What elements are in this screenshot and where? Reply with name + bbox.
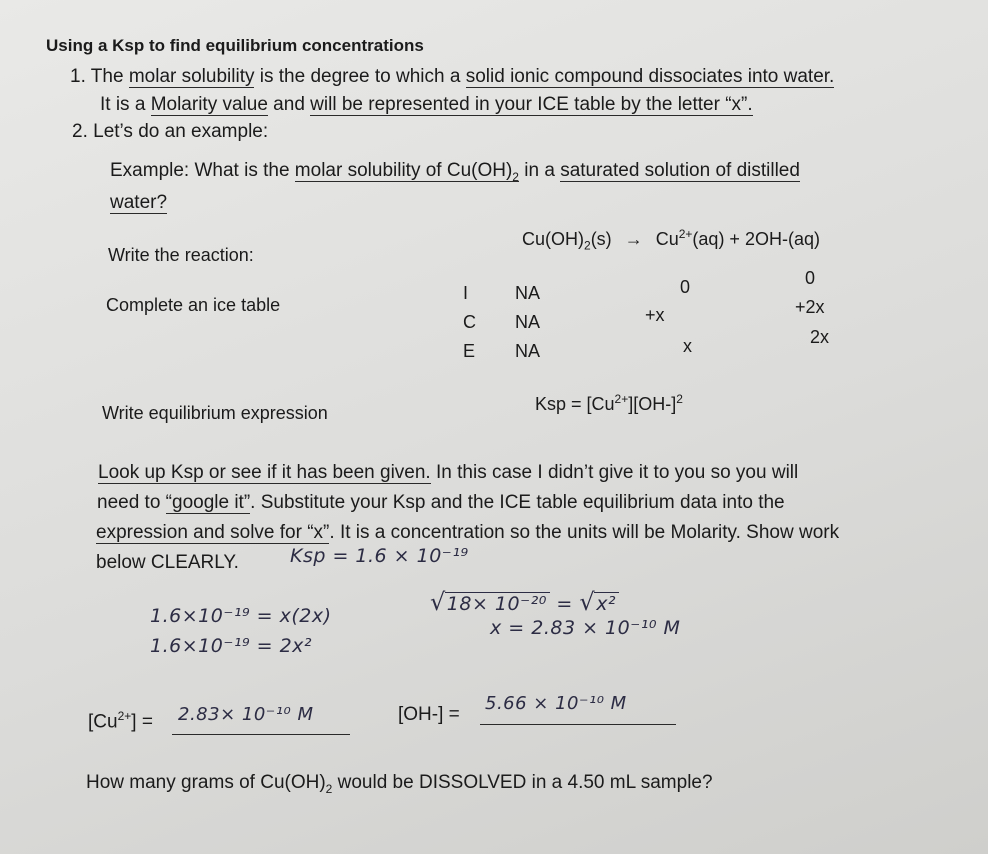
ice-row-e-letter: E bbox=[463, 341, 476, 361]
ice-row-c-oh: +2x bbox=[795, 297, 825, 317]
ice-row-e-oh: 2x bbox=[810, 327, 830, 347]
page-title: Using a Ksp to find equilibrium concentrations bbox=[46, 36, 424, 55]
instructions-line-2: need to “google it”. Substitute your Ksp and the ICE table equilibrium data into the bbox=[97, 492, 785, 513]
reaction-equation: $Cu(OH)_2(s) \to Cu^{2+}(aq) + 2OH-(aq)$ bbox=[522, 227, 820, 253]
phrase-saturated-solution: saturated solution of distilled bbox=[560, 160, 800, 181]
handwritten-square-root: √18× 10⁻²⁰ = √x² bbox=[430, 588, 619, 616]
ice-row-e-cu: x bbox=[683, 336, 692, 356]
ice-row-c-cu: +x bbox=[645, 305, 665, 325]
cu-concentration-answer: 2.83× 10⁻¹⁰ M bbox=[178, 704, 314, 725]
ice-table-label: Complete an ice table bbox=[106, 295, 281, 315]
handwritten-equation-1: 1.6×10⁻¹⁹ = x(2x) bbox=[150, 605, 332, 627]
oh-concentration-label: [OH-] = bbox=[398, 704, 460, 725]
item-2: 2. Let’s do an example: bbox=[72, 121, 269, 142]
phrase-letter-x: will be represented in your ICE table by the letter “x”. bbox=[310, 94, 753, 115]
final-question: How many grams of $Cu(OH)_2$ would be DISSOLVED in a 4.50 mL sample? bbox=[86, 772, 713, 796]
handwritten-equation-2: 1.6×10⁻¹⁹ = 2x² bbox=[150, 635, 313, 657]
handwritten-x-result: x = 2.83 × 10⁻¹⁰ M bbox=[490, 617, 681, 639]
item-1-line-1: 1. The molar solubility is the degree to which a solid ionic compound dissociates into water. bbox=[70, 66, 835, 87]
item-1-line-2: It is a Molarity value and will be represented in your ICE table by the letter “x”. bbox=[100, 94, 753, 115]
ice-row-i-solid: NA bbox=[515, 283, 541, 303]
ksp-expression: Ksp = $[Cu^{2+}][OH-]^2$ bbox=[535, 392, 683, 414]
ice-row-i-letter: I bbox=[463, 283, 469, 303]
term-molarity-value: Molarity value bbox=[150, 94, 268, 115]
equilibrium-label: Write equilibrium expression bbox=[102, 403, 328, 423]
oh-concentration-answer: 5.66 × 10⁻¹⁰ M bbox=[485, 693, 627, 714]
ice-row-c-solid: NA bbox=[515, 312, 541, 332]
radical-sign-icon: √ bbox=[579, 588, 596, 616]
cu-concentration-label: $[Cu^{2+}]$ = bbox=[88, 709, 153, 733]
instructions-line-4: below CLEARLY. bbox=[96, 552, 239, 573]
reaction-arrow: → bbox=[624, 229, 643, 249]
radical-sign-icon: √ bbox=[430, 588, 446, 616]
instructions-line-1: Look up Ksp or see if it has been given. In this case I didn’t give it to you so you will bbox=[98, 462, 799, 483]
phrase-dissociates: solid ionic compound dissociates into water. bbox=[465, 66, 835, 87]
term-molar-solubility-cuoh2: molar solubility of $Cu(OH)_2$ bbox=[294, 160, 519, 184]
ice-row-e-solid: NA bbox=[515, 341, 541, 361]
term-molar-solubility: molar solubility bbox=[128, 66, 255, 87]
item-1-number: 1. bbox=[70, 66, 86, 87]
example-question-line-1: Example: What is the molar solubility of $Cu(OH)_2$ in a saturated solution of distilled bbox=[110, 160, 800, 184]
example-question-line-2: water? bbox=[110, 192, 168, 213]
instructions-line-3: expression and solve for “x”. It is a concentration so the units will be Molarity. Show work bbox=[96, 522, 840, 543]
ice-row-c-letter: C bbox=[463, 312, 476, 332]
handwritten-ksp-value: Ksp = 1.6 × 10⁻¹⁹ bbox=[290, 545, 469, 567]
ice-row-i-oh: 0 bbox=[805, 268, 816, 288]
reaction-label: Write the reaction: bbox=[108, 245, 254, 265]
ice-row-i-cu: 0 bbox=[680, 277, 691, 297]
